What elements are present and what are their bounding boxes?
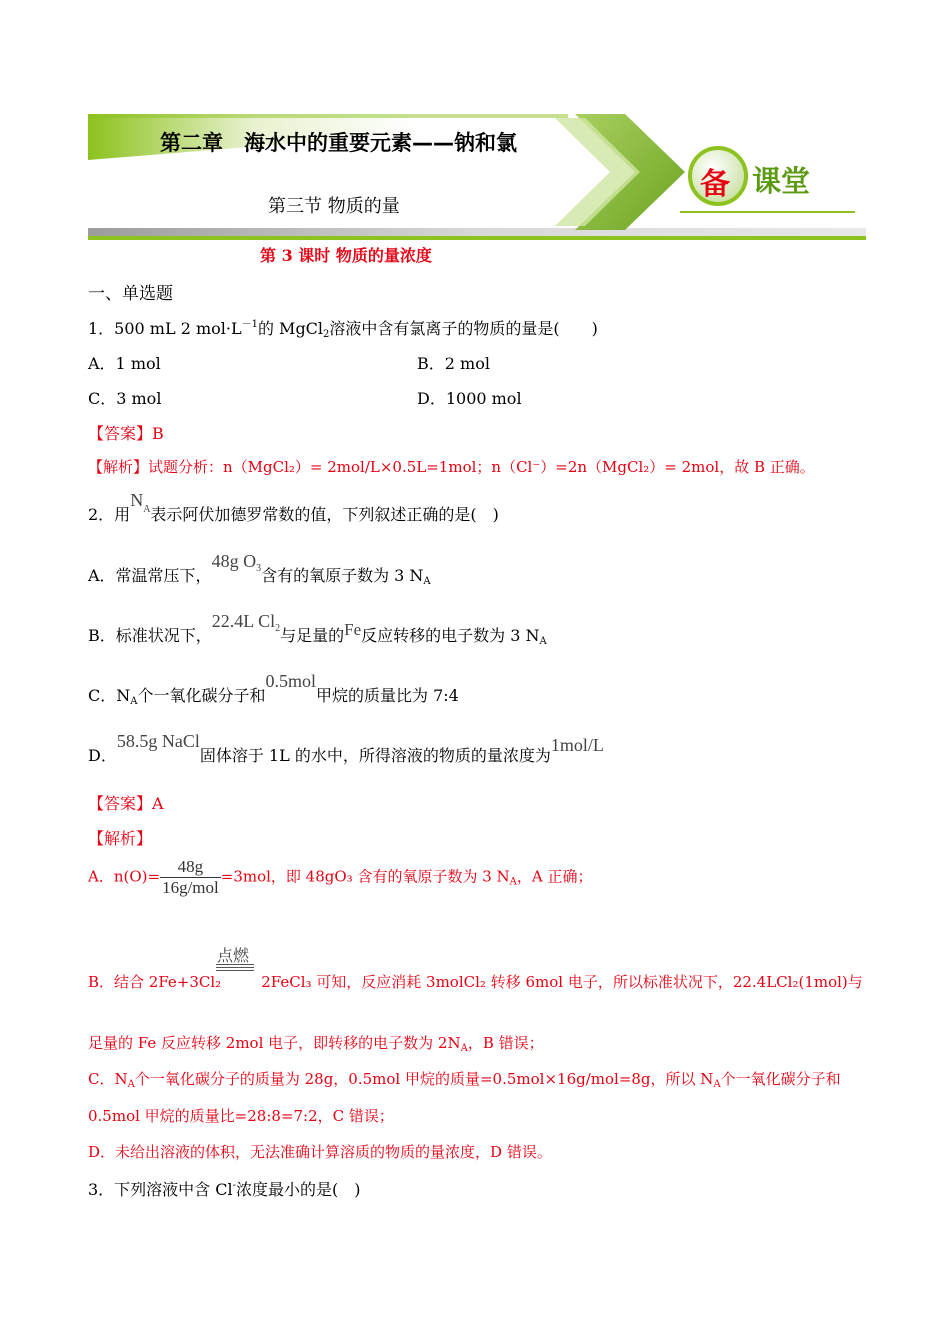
q2-explanation-c-line2: 0.5mol 甲烷的质量比=28:8=7:2，C 错误； [88,1107,394,1125]
q2-stem: 2．用$N^A$表示阿伏加德罗常数的值，下列叙述正确的是( ) [88,490,499,524]
q1-option-c: C．3 mol [88,389,162,408]
na-symbol: N [130,490,144,510]
q1-option-d: D．1000 mol [417,389,522,408]
q2-option-d: D．58.5g NaCl固体溶于 1L 的水中，所得溶液的物质的量浓度为1mol/L [88,731,604,765]
q1-stem: 1．500 mL 2 $mol\cdot L^{-1}$的 MgCl$_2$溶液中含有氯离子的物质的量是( ) [88,319,598,340]
q1-option-b: B．2 mol [417,354,490,373]
q2-explanation-d: D．未给出溶液的体积，无法准确计算溶质的物质的量浓度，D 错误。 [88,1143,552,1161]
reaction-condition: 点燃 [217,948,250,965]
q2-option-a: A．常温常压下，48g $O^3$含有的氧原子数为 3 $N_A$ [88,551,431,587]
reaction-equals-sign [216,964,254,971]
q2-explanation-c-line1: C．$N_A$个一氧化碳分子的质量为 28g，0.5mol 甲烷的质量=0.5mol×16g/mol=8g，所以 $N_A$个一氧化碳分子和 [88,1070,841,1090]
q1-analysis: 【解析】试题分析：n（MgCl₂）= 2mol/L×0.5L=1mol；n（Cl⁻）=2n（MgCl₂）= 2mol，故 B 正确。 [88,458,815,476]
logo-char: 备 [700,167,730,202]
q1-option-a: A．1 mol [88,354,161,373]
q2-analysis-heading: 【解析】 [88,829,153,848]
logo-text: 课堂 [752,164,811,198]
header-banner [0,0,950,265]
header-decoration [0,0,950,250]
q2-explanation-b-line2: 足量的 Fe 反应转移 2mol 电子，即转移的电子数为 $2N_A$，B 错误； [88,1034,544,1054]
q2-explanation-a: A．n(O)= $\frac{48g}{\text{16g/mol}}$ =3mol，即 48gO₃ 含有的氧原子数为 3 $N_A$，A 正确； [88,857,593,897]
q2-explanation-b-line1: B．结合 2Fe+3Cl₂ 2FeCl₃ 可知，反应消耗 3molCl₂ 转移 6mol 电子，所以标准状况下，22.4LCl₂(1mol)与 [88,973,863,991]
part-heading: 一、单选题 [88,284,173,304]
q3-stem: 3．下列溶液中含 Cl-浓度最小的是( ) [88,1180,361,1199]
fraction: $\frac{48g}{\text{16g/mol}}$ [162,857,219,897]
chapter-title: 第二章 海水中的重要元素——钠和氯 [160,131,517,155]
lesson-title: 第 3 课时 物质的量浓度 [260,246,432,265]
q2-answer: 【答案】A [88,794,164,813]
q1-answer: 【答案】B [88,424,164,443]
q2-option-b: B．标准状况下，22.4L Cl$^2$与足量的Fe反应转移的电子数为 3 $N_A$ [88,611,547,647]
q2-option-c: C．$N_A$个一氧化碳分子和0.5mol甲烷的质量比为 7:4 [88,671,459,707]
section-title: 第三节 物质的量 [268,196,400,217]
